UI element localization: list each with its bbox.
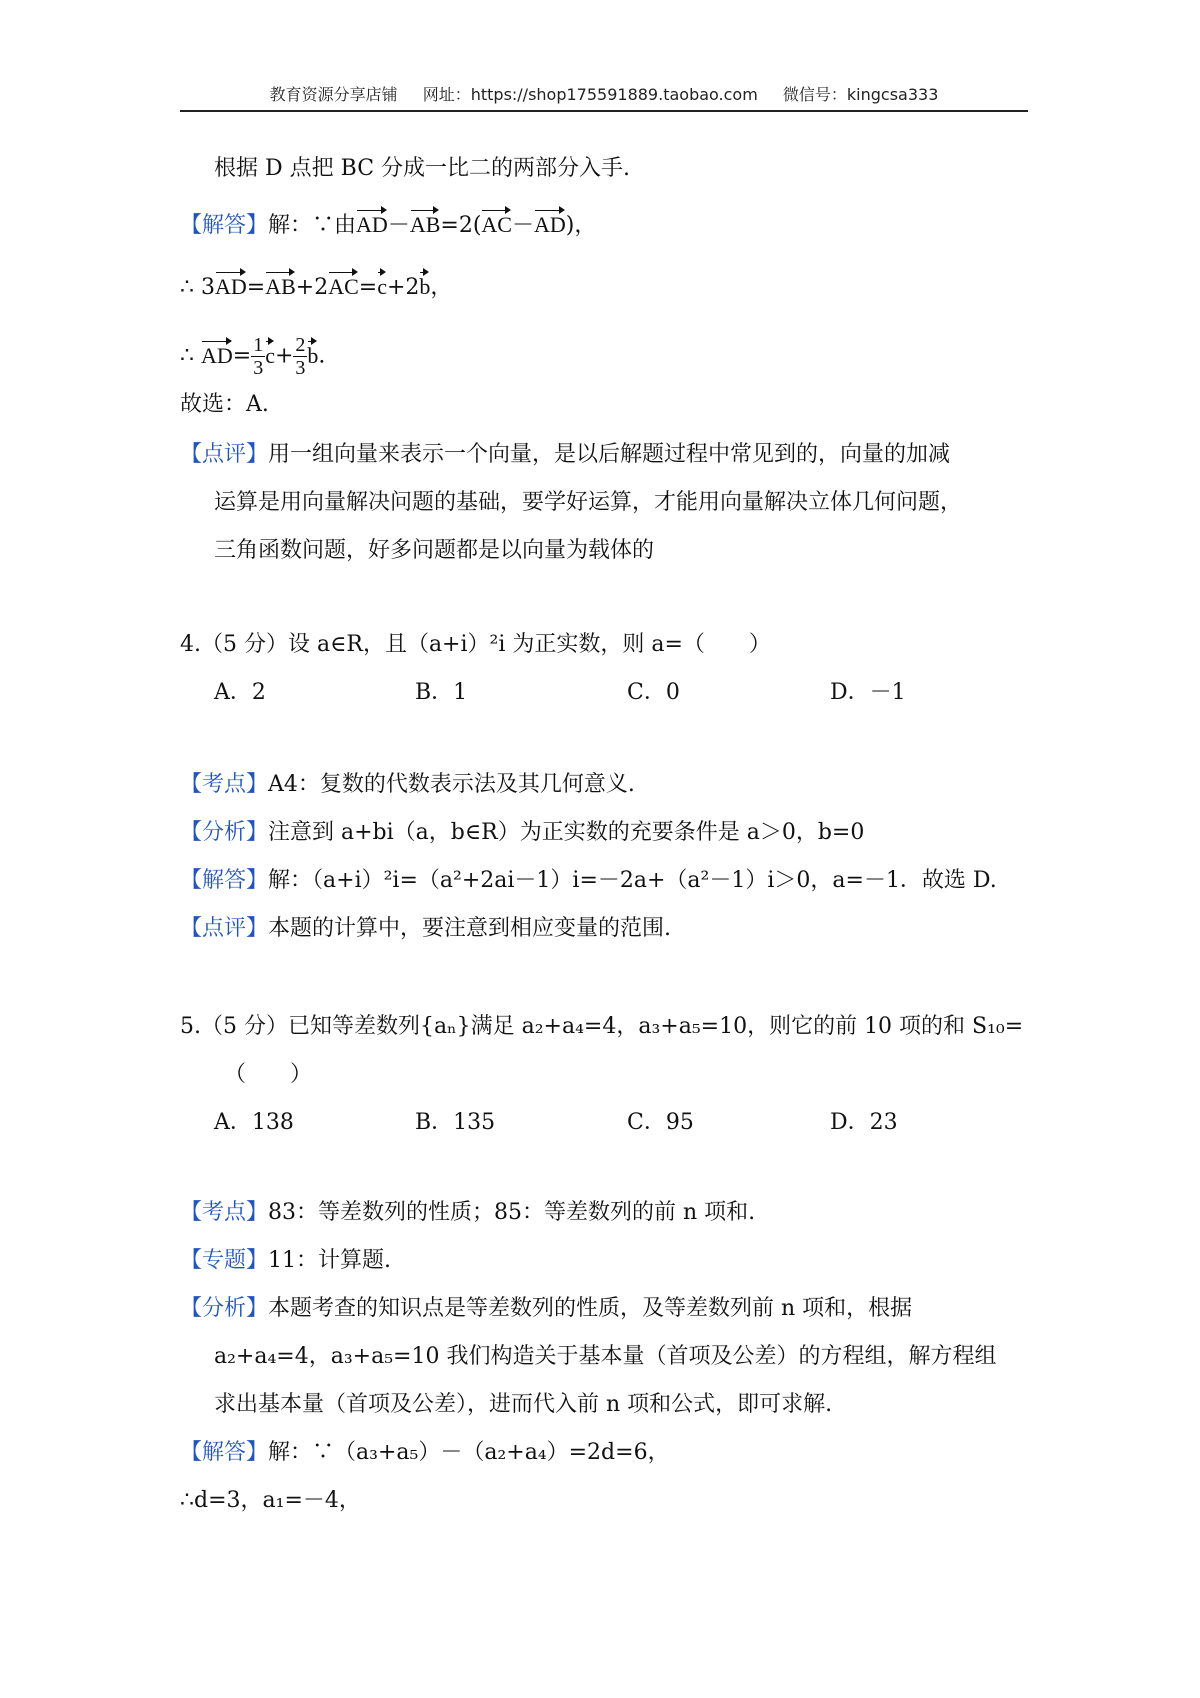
vector-ad: AD [356, 210, 388, 240]
answer-tag: 【解答】 [180, 213, 269, 238]
vector-ac-2: AC [328, 272, 359, 302]
header-site: 网址：https://shop175591889.taobao.com [422, 85, 758, 104]
zhuanti-tag: 【专题】 [180, 1248, 269, 1273]
dianping-tag: 【点评】 [180, 916, 269, 941]
q4-option-d: D．－1 [830, 680, 906, 705]
zhuanti-text: 11：计算题. [268, 1248, 392, 1273]
vector-ab: AB [410, 210, 441, 240]
fenxi-tag: 【分析】 [180, 820, 269, 845]
q5-fenxi-2: a₂+a₄=4，a₃+a₅=10 我们构造关于基本量（首项及公差）的方程组，解方程组 [214, 1344, 997, 1369]
kaodian-tag: 【考点】 [180, 772, 269, 797]
header-rule [180, 110, 1028, 112]
q5-jieda-1 [180, 1438, 670, 1468]
fenxi-text-2: 本题考查的知识点是等差数列的性质，及等差数列前 n 项和，根据 [268, 1296, 913, 1321]
vector-ac: AC [481, 210, 512, 240]
q5-stem-1: 5.（5 分）已知等差数列{aₙ}满足 a₂+a₄=4，a₃+a₅=10，则它的前 10 项的和 S₁₀= [180, 1014, 1024, 1039]
answer-intro: 解：∵由 [268, 213, 357, 238]
q5-option-a: A．138 [214, 1110, 294, 1135]
q5-kaodian [180, 1198, 755, 1228]
kaodian-text-2: 83：等差数列的性质；85：等差数列的前 n 项和. [268, 1200, 756, 1225]
fraction-one-third: $\frac{1}{3}$ [253, 334, 264, 379]
q4-dianping [180, 914, 671, 944]
comment-text-1: 用一组向量来表示一个向量，是以后解题过程中常见到的，向量的加减 [268, 442, 951, 467]
q3-answer-line-3: ∴ AD= $\frac{1}{3}$ c+ $\frac{2}{3}$ b. [180, 334, 326, 379]
vector-ad-4: AD [201, 341, 233, 371]
q3-answer-line-2: ∴ 3AD=AB+2AC=c+2b， [180, 274, 453, 300]
q4-jieda [180, 866, 997, 896]
fenxi-tag-2: 【分析】 [180, 1296, 269, 1321]
q3-choice: 故选：A. [180, 392, 269, 417]
q4-stem: 4.（5 分）设 a∈R，且（a+i）²i 为正实数，则 a=（ ） [180, 632, 771, 657]
q5-option-c: C．95 [627, 1110, 694, 1135]
kaodian-tag-2: 【考点】 [180, 1200, 269, 1225]
vector-c: c [377, 272, 387, 302]
header-wechat: 微信号：kingcsa333 [782, 85, 939, 104]
q3-answer-line-1: 【解答】解：∵由AD－AB=2(AC－AD)， [180, 212, 597, 238]
q5-option-d: D．23 [830, 1110, 898, 1135]
page-header [180, 82, 1028, 105]
q3-comment-1 [180, 440, 950, 470]
vector-ad-3: AD [215, 272, 247, 302]
q5-fenxi-3: 求出基本量（首项及公差），进而代入前 n 项和公式，即可求解. [214, 1392, 833, 1417]
q4-option-a: A．2 [214, 680, 266, 705]
therefore-2: ∴ [180, 343, 194, 369]
header-shop: 教育资源分享店铺 [269, 85, 398, 104]
jieda-tag: 【解答】 [180, 868, 269, 893]
jieda-text-2: 解：∵（a₃+a₅）－（a₂+a₄）=2d=6， [268, 1440, 670, 1465]
q3-hint: 根据 D 点把 BC 分成一比二的两部分入手. [214, 156, 631, 181]
vector-b-2: b [307, 341, 318, 371]
vector-b: b [419, 272, 430, 302]
q3-comment-3: 三角函数问题，好多问题都是以向量为载体的 [214, 538, 655, 563]
therefore-1: ∴ [180, 275, 194, 300]
vector-ad-2: AD [534, 210, 566, 240]
q4-option-b: B．1 [415, 680, 468, 705]
kaodian-text: A4：复数的代数表示法及其几何意义. [268, 772, 635, 797]
jieda-tag-2: 【解答】 [180, 1440, 269, 1465]
comment-tag: 【点评】 [180, 442, 269, 467]
q5-jieda-2: ∴d=3，a₁=－4， [180, 1488, 361, 1513]
q4-option-c: C．0 [627, 680, 680, 705]
q5-fenxi-1 [180, 1294, 912, 1324]
vector-c-2: c [265, 341, 275, 371]
q5-zhuanti [180, 1246, 391, 1276]
fraction-two-thirds: $\frac{2}{3}$ [295, 334, 306, 379]
q5-option-b: B．135 [415, 1110, 496, 1135]
q4-fenxi [180, 818, 864, 848]
dianping-text: 本题的计算中，要注意到相应变量的范围. [268, 916, 672, 941]
q3-comment-2: 运算是用向量解决问题的基础，要学好运算，才能用向量解决立体几何问题， [214, 490, 963, 515]
q5-stem-2: （ ） [224, 1062, 313, 1087]
jieda-text: 解：（a+i）²i=（a²+2ai－1）i=－2a+（a²－1）i＞0，a=－1．故选 D. [268, 868, 997, 893]
q4-kaodian [180, 770, 635, 800]
vector-ab-2: AB [265, 272, 296, 302]
fenxi-text: 注意到 a+bi（a，b∈R）为正实数的充要条件是 a＞0，b=0 [268, 820, 865, 845]
